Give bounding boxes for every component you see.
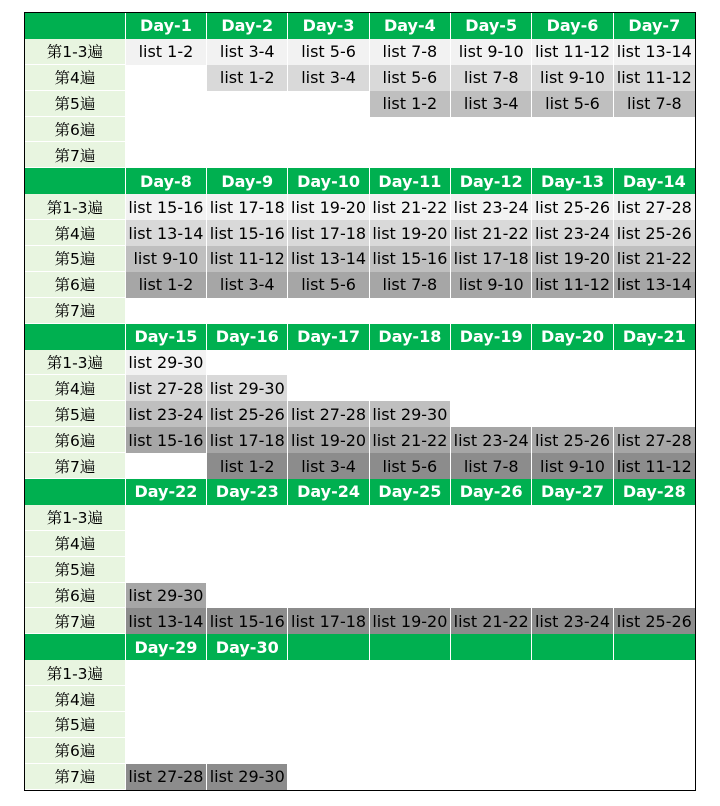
schedule-cell (207, 583, 288, 609)
pass-label: 第7遍 (25, 453, 126, 479)
schedule-cell: list 25-26 (614, 220, 695, 246)
schedule-cell (451, 686, 532, 712)
day-header-row (25, 168, 695, 194)
schedule-cell: list 29-30 (207, 764, 288, 790)
day-header-cell: Day-9 (207, 168, 288, 194)
day-header-cell (532, 634, 613, 660)
pass-label: 第4遍 (25, 65, 126, 91)
schedule-cell: list 7-8 (451, 65, 532, 91)
schedule-cell (614, 764, 695, 790)
day-header-cell: Day-19 (451, 324, 532, 350)
schedule-cell: list 19-20 (370, 608, 451, 634)
schedule-cell (370, 117, 451, 143)
schedule-cell (614, 350, 695, 376)
schedule-cell: list 1-2 (126, 39, 207, 65)
schedule-cell: list 13-14 (614, 39, 695, 65)
schedule-cell (126, 142, 207, 168)
schedule-cell (207, 531, 288, 557)
header-corner-cell (25, 168, 126, 194)
day-header-cell: Day-17 (288, 324, 369, 350)
schedule-cell: list 5-6 (532, 91, 613, 117)
review-schedule-table (24, 12, 696, 791)
day-header-cell: Day-27 (532, 479, 613, 505)
day-header-cell (288, 634, 369, 660)
schedule-cell (451, 764, 532, 790)
header-corner-cell (25, 13, 126, 39)
schedule-cell (207, 660, 288, 686)
schedule-cell: list 7-8 (370, 39, 451, 65)
schedule-cell: list 7-8 (370, 272, 451, 298)
schedule-cell (126, 91, 207, 117)
schedule-cell (126, 298, 207, 324)
schedule-cell: list 11-12 (532, 272, 613, 298)
day-header-cell: Day-30 (207, 634, 288, 660)
day-header-cell: Day-16 (207, 324, 288, 350)
schedule-cell: list 21-22 (451, 220, 532, 246)
day-header-cell: Day-2 (207, 13, 288, 39)
schedule-cell (288, 583, 369, 609)
pass-row (25, 246, 695, 272)
schedule-cell: list 9-10 (532, 453, 613, 479)
schedule-cell: list 1-2 (207, 65, 288, 91)
schedule-cell: list 27-28 (614, 194, 695, 220)
schedule-cell: list 25-26 (207, 401, 288, 427)
pass-label: 第4遍 (25, 686, 126, 712)
schedule-cell: list 15-16 (126, 427, 207, 453)
pass-label: 第1-3遍 (25, 350, 126, 376)
day-header-row (25, 13, 695, 39)
schedule-cell (126, 557, 207, 583)
schedule-cell (451, 557, 532, 583)
pass-row (25, 117, 695, 143)
day-header-row (25, 479, 695, 505)
schedule-cell: list 27-28 (126, 764, 207, 790)
schedule-cell (614, 531, 695, 557)
schedule-cell (207, 712, 288, 738)
schedule-cell: list 17-18 (288, 220, 369, 246)
pass-label: 第6遍 (25, 427, 126, 453)
schedule-cell: list 11-12 (532, 39, 613, 65)
schedule-cell (126, 686, 207, 712)
schedule-cell: list 19-20 (288, 427, 369, 453)
schedule-cell (207, 298, 288, 324)
schedule-cell: list 17-18 (207, 194, 288, 220)
day-header-cell: Day-12 (451, 168, 532, 194)
schedule-cell (207, 350, 288, 376)
schedule-cell (370, 557, 451, 583)
pass-label: 第1-3遍 (25, 194, 126, 220)
pass-label: 第6遍 (25, 583, 126, 609)
pass-row (25, 453, 695, 479)
schedule-cell (532, 712, 613, 738)
schedule-cell (532, 531, 613, 557)
pass-row (25, 39, 695, 65)
schedule-cell: list 9-10 (532, 65, 613, 91)
schedule-cell: list 19-20 (370, 220, 451, 246)
schedule-cell: list 13-14 (288, 246, 369, 272)
schedule-cell: list 23-24 (532, 608, 613, 634)
day-header-cell: Day-7 (614, 13, 695, 39)
schedule-cell: list 11-12 (207, 246, 288, 272)
schedule-cell (370, 764, 451, 790)
schedule-cell (370, 350, 451, 376)
pass-label: 第7遍 (25, 608, 126, 634)
day-header-cell (451, 634, 532, 660)
schedule-cell (451, 142, 532, 168)
pass-label: 第4遍 (25, 220, 126, 246)
schedule-cell: list 21-22 (370, 427, 451, 453)
day-header-cell: Day-4 (370, 13, 451, 39)
schedule-cell (614, 738, 695, 764)
pass-row (25, 738, 695, 764)
schedule-cell: list 1-2 (370, 91, 451, 117)
schedule-cell (126, 65, 207, 91)
pass-row (25, 142, 695, 168)
schedule-cell (126, 712, 207, 738)
schedule-cell (451, 505, 532, 531)
pass-row (25, 194, 695, 220)
pass-label: 第7遍 (25, 142, 126, 168)
pass-row (25, 764, 695, 790)
day-header-cell: Day-5 (451, 13, 532, 39)
day-header-cell: Day-14 (614, 168, 695, 194)
day-header-cell: Day-28 (614, 479, 695, 505)
day-header-cell: Day-29 (126, 634, 207, 660)
day-header-cell: Day-22 (126, 479, 207, 505)
schedule-cell: list 13-14 (126, 220, 207, 246)
pass-row (25, 272, 695, 298)
schedule-cell: list 3-4 (207, 39, 288, 65)
schedule-cell (451, 712, 532, 738)
schedule-cell: list 15-16 (207, 220, 288, 246)
schedule-cell (207, 505, 288, 531)
schedule-cell: list 21-22 (614, 246, 695, 272)
schedule-cell (614, 686, 695, 712)
schedule-cell: list 5-6 (288, 39, 369, 65)
day-header-cell: Day-15 (126, 324, 207, 350)
schedule-cell (532, 117, 613, 143)
schedule-cell: list 29-30 (207, 375, 288, 401)
schedule-cell (370, 298, 451, 324)
pass-label: 第4遍 (25, 375, 126, 401)
schedule-cell (288, 738, 369, 764)
schedule-cell (288, 91, 369, 117)
schedule-cell (288, 298, 369, 324)
schedule-cell (370, 142, 451, 168)
schedule-cell (126, 660, 207, 686)
schedule-cell: list 1-2 (207, 453, 288, 479)
schedule-cell (451, 298, 532, 324)
schedule-cell (614, 660, 695, 686)
pass-label: 第5遍 (25, 557, 126, 583)
schedule-cell: list 13-14 (614, 272, 695, 298)
schedule-cell (532, 401, 613, 427)
schedule-cell: list 9-10 (451, 272, 532, 298)
day-header-cell: Day-11 (370, 168, 451, 194)
schedule-cell (370, 505, 451, 531)
schedule-cell: list 27-28 (126, 375, 207, 401)
schedule-cell (207, 142, 288, 168)
schedule-cell: list 13-14 (126, 608, 207, 634)
schedule-cell: list 17-18 (288, 608, 369, 634)
pass-row (25, 531, 695, 557)
schedule-cell (532, 660, 613, 686)
schedule-cell: list 7-8 (451, 453, 532, 479)
schedule-cell (532, 686, 613, 712)
pass-label: 第5遍 (25, 401, 126, 427)
schedule-cell (370, 583, 451, 609)
pass-row (25, 712, 695, 738)
pass-row (25, 660, 695, 686)
schedule-cell (532, 583, 613, 609)
schedule-cell (532, 142, 613, 168)
schedule-cell: list 19-20 (532, 246, 613, 272)
schedule-cell: list 11-12 (614, 453, 695, 479)
schedule-cell: list 21-22 (370, 194, 451, 220)
schedule-cell (614, 401, 695, 427)
schedule-cell (532, 375, 613, 401)
schedule-cell: list 29-30 (126, 583, 207, 609)
schedule-cell (614, 117, 695, 143)
schedule-cell: list 25-26 (614, 608, 695, 634)
day-header-cell: Day-20 (532, 324, 613, 350)
schedule-cell (207, 91, 288, 117)
pass-row (25, 505, 695, 531)
pass-row (25, 608, 695, 634)
schedule-cell: list 3-4 (207, 272, 288, 298)
pass-row (25, 220, 695, 246)
schedule-cell: list 5-6 (370, 453, 451, 479)
schedule-cell: list 7-8 (614, 91, 695, 117)
schedule-cell (288, 686, 369, 712)
schedule-cell: list 11-12 (614, 65, 695, 91)
pass-label: 第1-3遍 (25, 39, 126, 65)
day-header-cell: Day-6 (532, 13, 613, 39)
day-header-cell: Day-25 (370, 479, 451, 505)
pass-label: 第4遍 (25, 531, 126, 557)
pass-row (25, 401, 695, 427)
day-header-cell: Day-24 (288, 479, 369, 505)
schedule-cell (370, 738, 451, 764)
pass-label: 第6遍 (25, 738, 126, 764)
schedule-cell: list 27-28 (614, 427, 695, 453)
schedule-cell: list 23-24 (451, 194, 532, 220)
pass-label: 第5遍 (25, 712, 126, 738)
pass-row (25, 350, 695, 376)
schedule-cell (288, 350, 369, 376)
day-header-cell (370, 634, 451, 660)
schedule-cell (126, 505, 207, 531)
pass-label: 第5遍 (25, 246, 126, 272)
pass-label: 第5遍 (25, 91, 126, 117)
schedule-cell (614, 583, 695, 609)
schedule-cell: list 5-6 (370, 65, 451, 91)
schedule-cell (126, 453, 207, 479)
schedule-cell: list 5-6 (288, 272, 369, 298)
schedule-cell: list 25-26 (532, 427, 613, 453)
pass-row (25, 65, 695, 91)
schedule-cell (288, 557, 369, 583)
schedule-cell: list 9-10 (126, 246, 207, 272)
schedule-cell (532, 738, 613, 764)
schedule-cell (451, 401, 532, 427)
pass-label: 第6遍 (25, 272, 126, 298)
schedule-cell (288, 712, 369, 738)
schedule-cell: list 3-4 (451, 91, 532, 117)
day-header-cell: Day-21 (614, 324, 695, 350)
schedule-cell (207, 738, 288, 764)
day-header-cell: Day-13 (532, 168, 613, 194)
schedule-cell (370, 660, 451, 686)
schedule-cell: list 21-22 (451, 608, 532, 634)
schedule-cell (126, 531, 207, 557)
schedule-cell: list 17-18 (451, 246, 532, 272)
day-header-cell: Day-8 (126, 168, 207, 194)
schedule-cell (288, 660, 369, 686)
day-header-cell: Day-23 (207, 479, 288, 505)
pass-label: 第7遍 (25, 764, 126, 790)
schedule-cell: list 3-4 (288, 65, 369, 91)
schedule-cell (126, 738, 207, 764)
pass-label: 第7遍 (25, 298, 126, 324)
schedule-cell (532, 557, 613, 583)
schedule-cell (288, 531, 369, 557)
pass-row (25, 557, 695, 583)
day-header-cell: Day-1 (126, 13, 207, 39)
day-header-cell: Day-10 (288, 168, 369, 194)
day-header-row (25, 324, 695, 350)
schedule-cell (451, 350, 532, 376)
schedule-cell (532, 350, 613, 376)
pass-row (25, 298, 695, 324)
header-corner-cell (25, 634, 126, 660)
schedule-cell: list 3-4 (288, 453, 369, 479)
schedule-cell (288, 142, 369, 168)
schedule-cell (288, 764, 369, 790)
schedule-cell (614, 557, 695, 583)
schedule-cell: list 15-16 (370, 246, 451, 272)
schedule-cell: list 19-20 (288, 194, 369, 220)
schedule-cell (126, 117, 207, 143)
schedule-cell (451, 375, 532, 401)
schedule-cell: list 15-16 (207, 608, 288, 634)
schedule-cell (207, 117, 288, 143)
pass-row (25, 583, 695, 609)
schedule-cell: list 9-10 (451, 39, 532, 65)
schedule-cell (451, 531, 532, 557)
schedule-cell: list 17-18 (207, 427, 288, 453)
schedule-cell (370, 712, 451, 738)
schedule-cell: list 23-24 (532, 220, 613, 246)
schedule-cell (614, 298, 695, 324)
schedule-cell (207, 686, 288, 712)
schedule-cell (532, 764, 613, 790)
schedule-cell: list 27-28 (288, 401, 369, 427)
schedule-cell (614, 375, 695, 401)
schedule-cell (288, 117, 369, 143)
schedule-cell: list 29-30 (370, 401, 451, 427)
schedule-cell: list 1-2 (126, 272, 207, 298)
schedule-cell: list 25-26 (532, 194, 613, 220)
schedule-cell (370, 531, 451, 557)
schedule-cell (614, 142, 695, 168)
schedule-cell (614, 505, 695, 531)
schedule-cell (207, 557, 288, 583)
pass-row (25, 375, 695, 401)
schedule-cell: list 15-16 (126, 194, 207, 220)
day-header-cell: Day-18 (370, 324, 451, 350)
header-corner-cell (25, 324, 126, 350)
schedule-cell (288, 505, 369, 531)
day-header-row (25, 634, 695, 660)
schedule-cell (532, 298, 613, 324)
schedule-cell (451, 117, 532, 143)
day-header-cell: Day-3 (288, 13, 369, 39)
schedule-cell (532, 505, 613, 531)
schedule-cell: list 29-30 (126, 350, 207, 376)
day-header-cell (614, 634, 695, 660)
schedule-cell (370, 375, 451, 401)
pass-row (25, 686, 695, 712)
schedule-cell (451, 738, 532, 764)
schedule-cell (451, 660, 532, 686)
day-header-cell: Day-26 (451, 479, 532, 505)
pass-row (25, 427, 695, 453)
schedule-cell: list 23-24 (451, 427, 532, 453)
schedule-cell (614, 712, 695, 738)
schedule-cell (451, 583, 532, 609)
pass-row (25, 91, 695, 117)
schedule-cell: list 23-24 (126, 401, 207, 427)
header-corner-cell (25, 479, 126, 505)
pass-label: 第1-3遍 (25, 505, 126, 531)
pass-label: 第6遍 (25, 117, 126, 143)
pass-label: 第1-3遍 (25, 660, 126, 686)
schedule-cell (288, 375, 369, 401)
schedule-cell (370, 686, 451, 712)
